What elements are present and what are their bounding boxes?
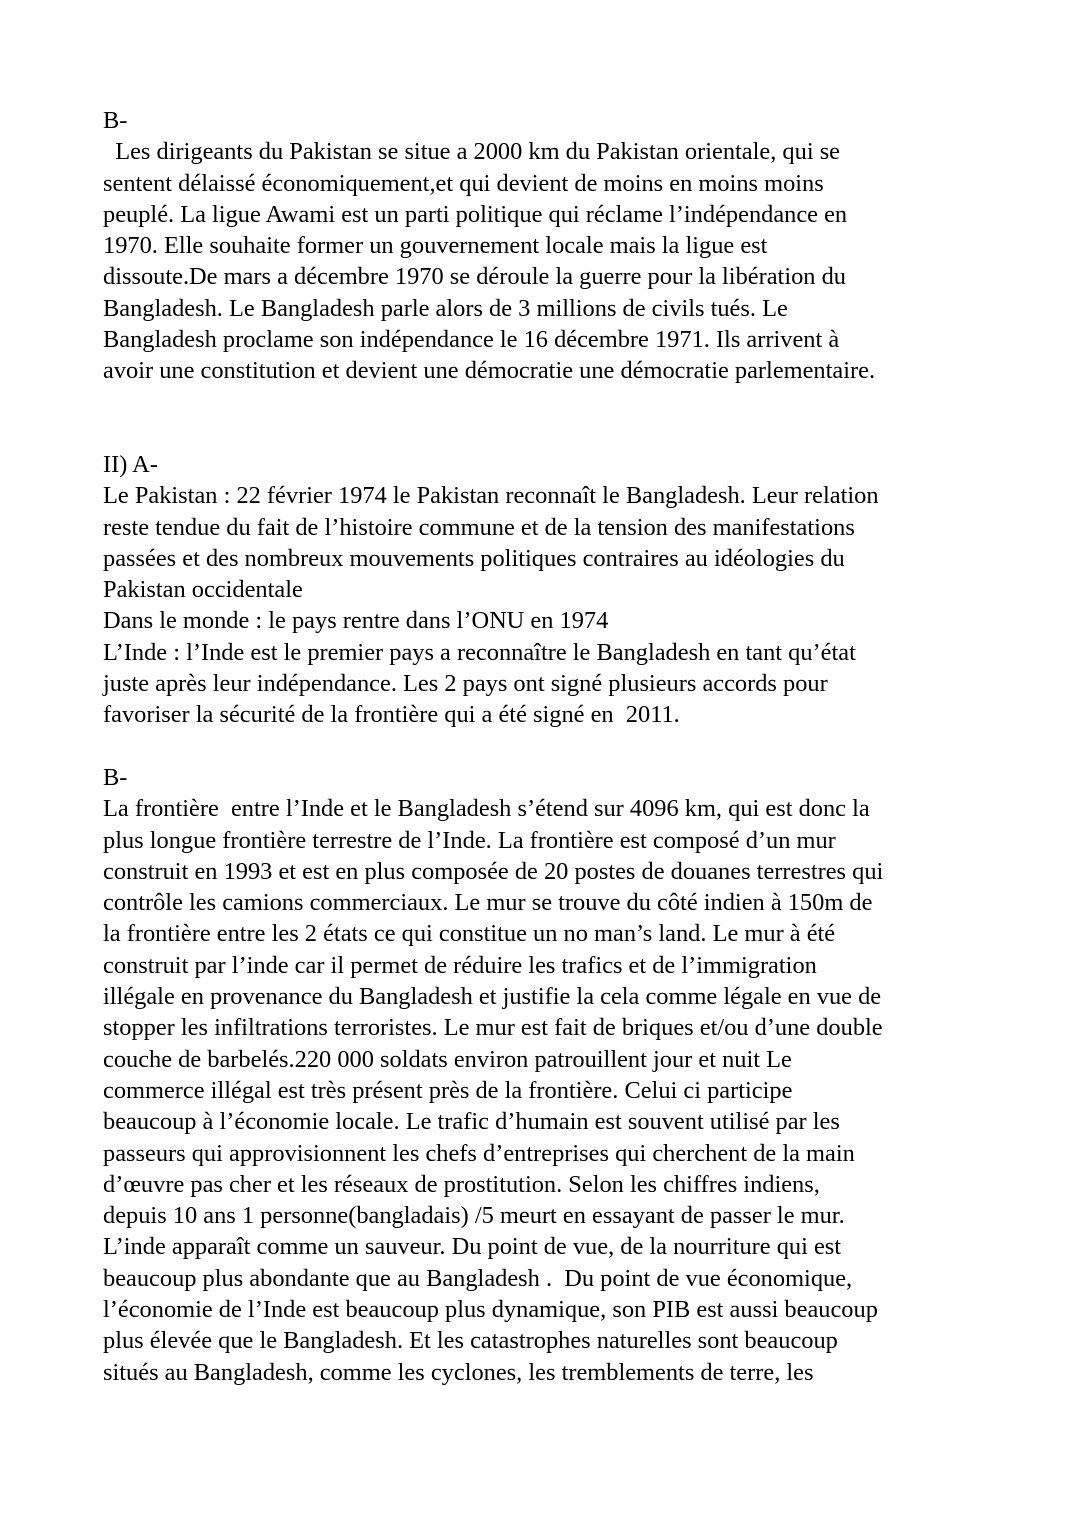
paragraph-line: stopper les infiltrations terroristes. Le mur est fait de briques et/ou d’une double [103, 1014, 883, 1042]
section-heading: II) A- [103, 451, 158, 478]
paragraph-line: couche de barbelés.220 000 soldats environ patrouillent jour et nuit Le [103, 1045, 792, 1073]
paragraph-line: passées et des nombreux mouvements politiques contraires au idéologies du [103, 544, 845, 572]
paragraph-line: l’économie de l’Inde est beaucoup plus dynamique, son PIB est aussi beaucoup [103, 1296, 878, 1324]
paragraph-line: construit par l’inde car il permet de réduire les trafics et de l’immigration [103, 951, 817, 979]
paragraph-line: illégale en provenance du Bangladesh et justifie la cela comme légale en vue de [103, 983, 882, 1011]
paragraph-line: sentent délaissé économiquement,et qui devient de moins en moins moins [103, 169, 824, 197]
paragraph-line: construit en 1993 et est en plus composée de 20 postes de douanes terrestres qui [103, 857, 884, 885]
paragraph-line: juste après leur indépendance. Les 2 pays ont signé plusieurs accords pour [103, 670, 828, 698]
paragraph-line: la frontière entre les 2 états ce qui constitue un no man’s land. Le mur à été [103, 920, 836, 948]
paragraph-line: passeurs qui approvisionnent les chefs d’entreprises qui cherchent de la main [103, 1139, 855, 1167]
paragraph-line: favoriser la sécurité de la frontière qui a été signé en 2011. [103, 701, 680, 729]
paragraph-line: reste tendue du fait de l’histoire commune et de la tension des manifestations [103, 513, 855, 541]
paragraph-line: beaucoup à l’économie locale. Le trafic d’humain est souvent utilisé par les [103, 1108, 840, 1136]
paragraph-line: avoir une constitution et devient une démocratie une démocratie parlementaire. [103, 357, 876, 385]
paragraph-line: situés au Bangladesh, comme les cyclones, les tremblements de terre, les [103, 1358, 814, 1386]
paragraph-line: L’inde apparaît comme un sauveur. Du point de vue, de la nourriture qui est [103, 1233, 842, 1261]
paragraph-line: dissoute.De mars a décembre 1970 se déroule la guerre pour la libération du [103, 263, 846, 291]
paragraph-line: contrôle les camions commerciaux. Le mur se trouve du côté indien à 150m de [103, 889, 873, 917]
paragraph-line: Bangladesh proclame son indépendance le 16 décembre 1971. Ils arrivent à [103, 326, 840, 354]
paragraph-line: beaucoup plus abondante que au Bangladesh . Du point de vue économique, [103, 1264, 853, 1292]
paragraph-line: plus élevée que le Bangladesh. Et les catastrophes naturelles sont beaucoup [103, 1327, 838, 1355]
section-b-independence [103, 105, 983, 387]
paragraph-line: L’Inde : l’Inde est le premier pays a reconnaître le Bangladesh en tant qu’état [103, 638, 856, 666]
paragraph-line: Le Pakistan : 22 février 1974 le Pakistan reconnaît le Bangladesh. Leur relation [103, 482, 879, 510]
paragraph-line: peuplé. La ligue Awami est un parti politique qui réclame l’indépendance en [103, 200, 848, 228]
paragraph-line: Bangladesh. Le Bangladesh parle alors de 3 millions de civils tués. Le [103, 294, 788, 322]
paragraph-line: 1970. Elle souhaite former un gouvernement locale mais la ligue est [103, 232, 768, 260]
section-b-border [103, 762, 983, 1388]
section-heading: B- [103, 764, 128, 791]
paragraph-line: Dans le monde : le pays rentre dans l’ONU en 1974 [103, 607, 609, 635]
paragraph-line: plus longue frontière terrestre de l’Inde. La frontière est composé d’un mur [103, 826, 836, 854]
paragraph-line: Pakistan occidentale [103, 576, 303, 604]
paragraph-line: Les dirigeants du Pakistan se situe a 2000 km du Pakistan orientale, qui se [103, 138, 841, 166]
section-ii-a-relations [103, 449, 983, 731]
paragraph-line: La frontière entre l’Inde et le Bangladesh s’étend sur 4096 km, qui est donc la [103, 795, 870, 823]
paragraph-line: commerce illégal est très présent près de la frontière. Celui ci participe [103, 1076, 793, 1104]
paragraph-line: depuis 10 ans 1 personne(bangladais) /5 meurt en essayant de passer le mur. [103, 1202, 845, 1230]
section-heading: B- [103, 107, 128, 134]
paragraph-line: d’œuvre pas cher et les réseaux de prostitution. Selon les chiffres indiens, [103, 1170, 820, 1198]
